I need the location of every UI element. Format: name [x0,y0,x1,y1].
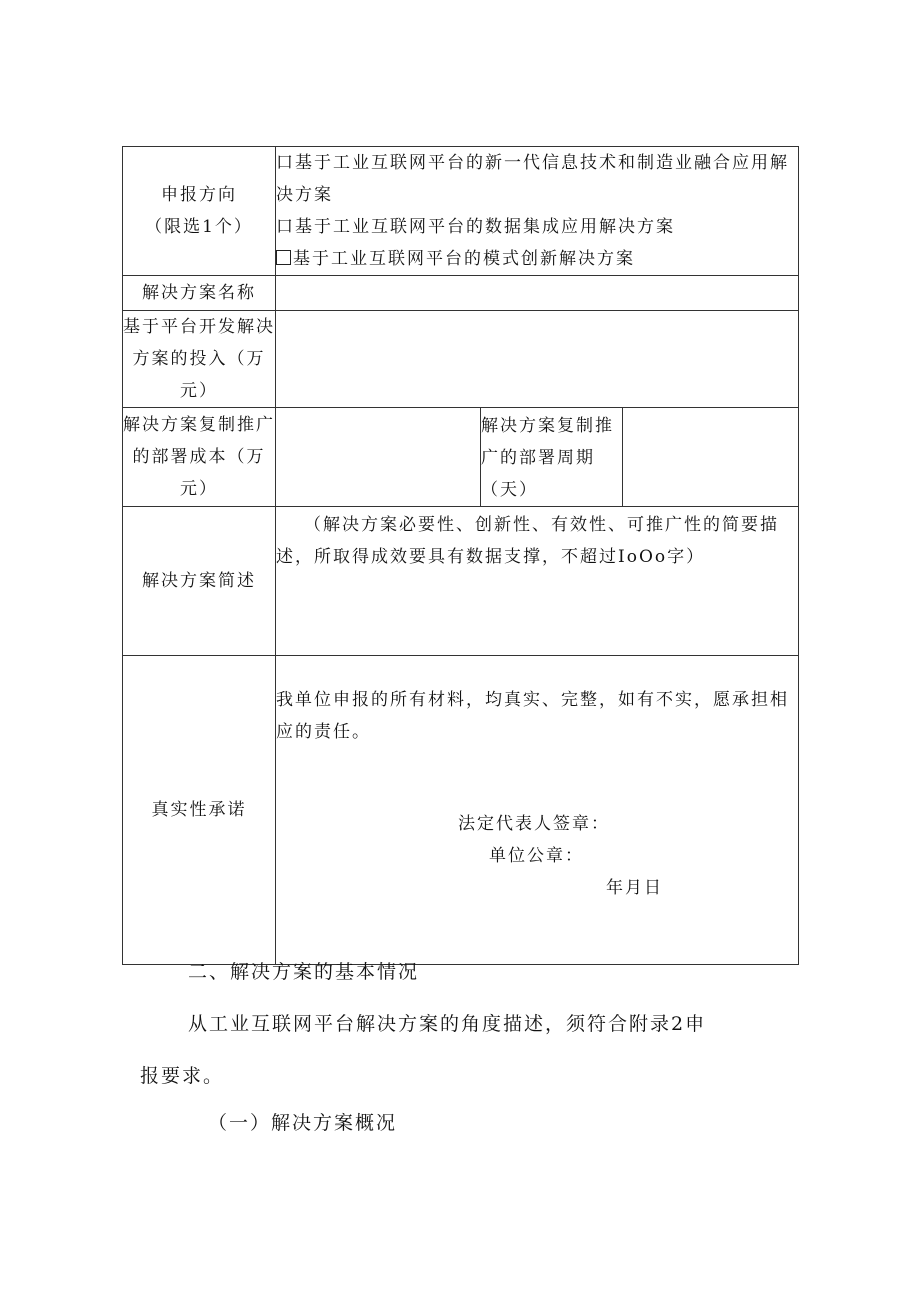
pledge-text: 我单位申报的所有材料，均真实、完整，如有不实，愿承担相应的责任。 [276,690,789,742]
summary-label: 解决方案简述 [123,507,276,656]
pledge-row [123,656,799,965]
checkbox-icon[interactable] [276,250,291,265]
application-form-table [122,146,799,965]
seal-line: 单位公章： [489,846,584,866]
section-heading: 二、解决方案的基本情况 [188,961,420,983]
direction-limit-note: （限选1个） [145,217,253,237]
paragraph-line-1: 从工业互联网平台解决方案的角度描述，须符合附录2申 [188,1013,707,1035]
pledge-label: 真实性承诺 [123,656,276,965]
direction-label-cell [123,147,276,276]
name-row [123,276,799,311]
direction-row [123,147,799,276]
paragraph-line-2: 报要求。 [140,1065,225,1087]
direction-option-2[interactable]: 口基于工业互联网平台的数据集成应用解决方案 [276,217,675,237]
cost-field[interactable] [276,408,481,507]
period-label: 解决方案复制推广的部署周期（天） [481,408,623,507]
investment-row [123,311,799,408]
direction-option-3-label: 基于工业互联网平台的模式创新解决方案 [293,249,635,269]
period-field[interactable] [623,408,799,507]
name-field[interactable] [276,276,799,311]
pledge-cell [276,656,799,965]
date-line: 年月日 [606,878,663,898]
direction-options-cell [276,147,799,276]
name-label: 解决方案名称 [123,276,276,311]
summary-row [123,507,799,656]
signature-line: 法定代表人签章： [458,814,610,834]
direction-option-1[interactable]: 口基于工业互联网平台的新一代信息技术和制造业融合应用解决方案 [276,153,789,205]
direction-option-3[interactable] [276,243,798,275]
cost-label: 解决方案复制推广的部署成本（万元） [123,408,276,507]
investment-field[interactable] [276,311,799,408]
subsection-heading: （一）解决方案概况 [208,1112,398,1134]
direction-label: 申报方向 [161,185,237,205]
deployment-row [123,408,799,507]
investment-label: 基于平台开发解决方案的投入（万元） [123,311,276,408]
summary-hint[interactable]: （解决方案必要性、创新性、有效性、可推广性的简要描述，所取得成效要具有数据支撑，不超过IoOo字） [276,507,799,656]
